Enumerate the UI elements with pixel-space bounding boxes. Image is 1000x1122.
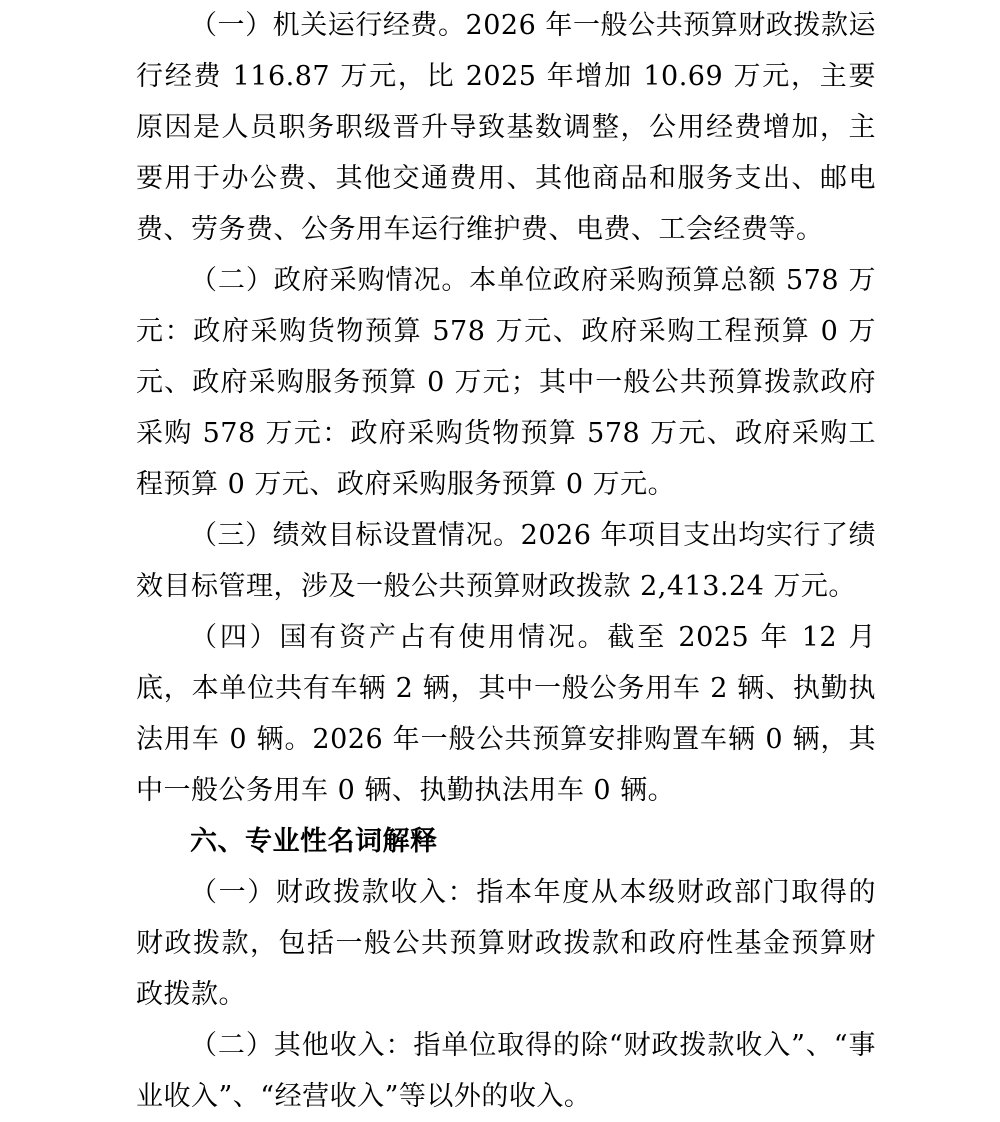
section-heading: 六、专业性名词解释 (190, 826, 438, 857)
paragraph-performance-targets (136, 510, 876, 612)
document-page (136, 0, 876, 1122)
paragraph-text: 本单位政府采购预算总额 578 万元：政府采购货物预算 578 万元、政府采购工程预算 0 万元、政府采购服务预算 0 万元；其中一般公共预算拨款政府采购 578 万元：政府采购货物预算 578 万元、政府采购工程预算 0 万元、政府采购服务预算 0 万元。 (136, 265, 877, 500)
paragraph-text: 截至 2025 年 12 月底，本单位共有车辆 2 辆，其中一般公务用车 2 辆、执勤执法用车 0 辆。2026 年一般公共预算安排购置车辆 0 辆，其中一般公务用车 0 辆、执勤执法用车 0 辆。 (136, 622, 877, 806)
paragraph-lead: （二）政府采购情况。 (190, 265, 470, 296)
definition-term: （二）其他收入： (190, 1030, 414, 1061)
definition-text: 指单位取得的除“财政拨款收入”、“事业收入”、“经营收入”等以外的收入。 (136, 1030, 876, 1112)
paragraph-government-procurement (136, 255, 876, 510)
definition-term: （一）财政拨款收入： (190, 877, 477, 908)
paragraph-lead: （四）国有资产占有使用情况。 (190, 622, 608, 653)
paragraph-lead: （三）绩效目标设置情况。 (190, 520, 521, 551)
definition-text: 指本年度从本级财政部门取得的财政拨款，包括一般公共预算财政拨款和政府性基金预算财政拨款。 (136, 877, 877, 1010)
paragraph-text: 2026 年项目支出均实行了绩效目标管理，涉及一般公共预算财政拨款 2,413.24 万元。 (136, 520, 876, 602)
definition-other-income (136, 1020, 876, 1122)
paragraph-operating-expenses (136, 0, 876, 255)
paragraph-state-assets (136, 612, 876, 816)
definition-fiscal-appropriation-income (136, 867, 876, 1020)
paragraph-lead: （一）机关运行经费。 (190, 10, 466, 41)
paragraph-text: 2026 年一般公共预算财政拨款运行经费 116.87 万元，比 2025 年增加 10.69 万元，主要原因是人员职务职级晋升导致基数调整，公用经费增加，主要用于办公费、其他交通费用、其他商品和服务支出、邮电费、劳务费、公务用车运行维护费、电费、工会经费等。 (136, 10, 876, 245)
